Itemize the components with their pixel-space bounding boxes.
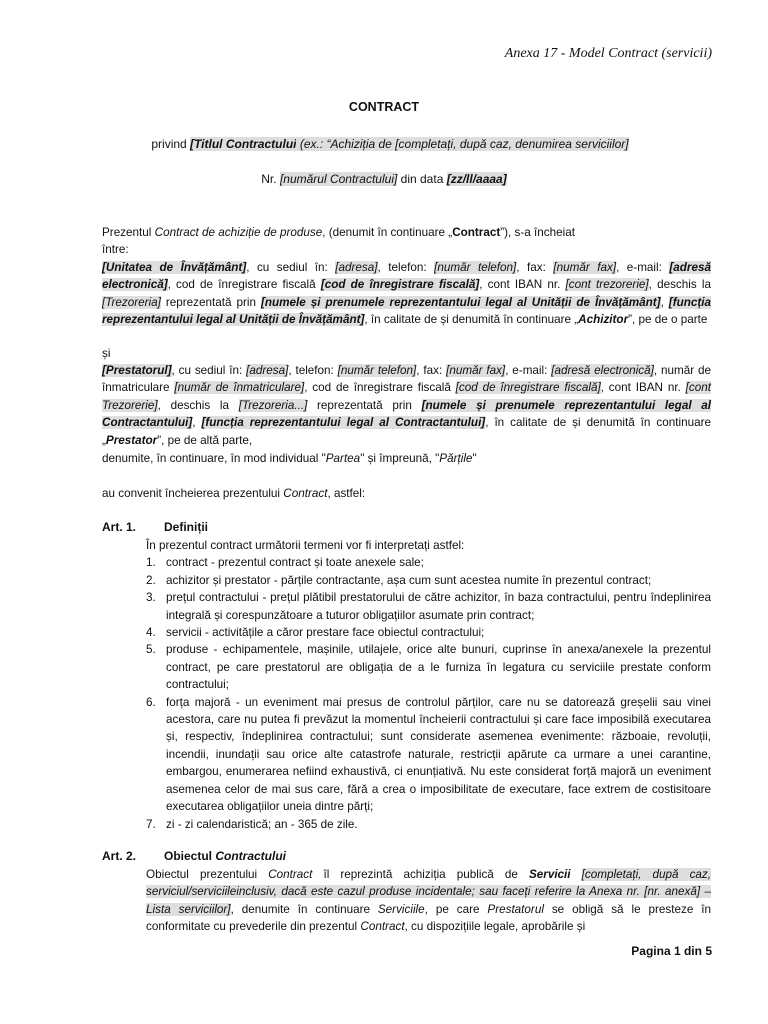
definition-item bbox=[146, 624, 711, 641]
definition-number: 1. bbox=[146, 556, 156, 570]
article-1-heading: Art. 1. Definiții bbox=[102, 520, 208, 534]
definition-number: 5. bbox=[146, 643, 156, 657]
page-footer: Pagina 1 din 5 bbox=[631, 944, 712, 958]
placeholder: [cod de înregistrare fiscală] bbox=[455, 381, 601, 395]
definition-item bbox=[146, 554, 711, 571]
party-achizitor: [Unitatea de Învățământ], cu sediul în: [adresa], telefon: [număr telefon], fax: [număr fax], e-mail: [adresă electronică], cod de înregistrare fiscală [cod de înregistrare fiscală], cont IBAN nr. [cont trezorerie], deschis la [Trezoreria] reprezentată prin [numele și prenumele reprezentantului legal al Unității de Învățământ], [funcția reprezentantului legal al Unității de Învățământ], în calitate de și denumită în continuare „Achizitor”, pe de o parte bbox=[102, 261, 711, 327]
placeholder: [Prestatorul] bbox=[102, 364, 172, 377]
contract-subject: privind [Titlul Contractului (ex.: “Achiziția de [completați, după caz, denumirea serviciilor] bbox=[151, 137, 629, 151]
definition-number: 6. bbox=[146, 695, 156, 709]
page-number: 1 bbox=[673, 944, 681, 958]
role-prestator: Prestator bbox=[105, 433, 158, 447]
placeholder: [Trezoreria...] bbox=[238, 398, 308, 412]
placeholder: [cod de înregistrare fiscală] bbox=[320, 278, 480, 292]
contract-number-placeholder: [numărul Contractului] bbox=[279, 172, 398, 186]
page-total: 5 bbox=[705, 944, 712, 958]
article-2-heading: Art. 2. Obiectul Contractului bbox=[102, 849, 287, 863]
placeholder: [cont trezorerie] bbox=[565, 278, 649, 292]
definition-text: produse - echipamentele, mașinile, utilajele, orice alte bunuri, cuprinse în anexa/anexele la prezentul contract, pe care prestatorul are obligația de a le furniza în legatura cu serviciile prestate conform contractului; bbox=[166, 643, 711, 692]
placeholder: [funcția reprezentantului legal al Contractantului] bbox=[201, 416, 486, 430]
document-title: CONTRACT bbox=[348, 100, 420, 114]
definition-text: forța majoră - un eveniment mai presus de controlul părților, care nu se datorează greșelii sau vinei acestora, care nu putea fi prevăzut la momentul încheierii contractului și care face imposibilă executarea și, respectiv, îndeplinirea contractului; sunt considerate asemenea evenimente: războaie, revoluții, incendii, inundații sau orice alte catastrofe naturale, restricții apărute ca urmare a unei carantine, embargou, enumerarea nefiind exhaustivă, ci enunțiativă. Nu este considerat forță majoră un eveniment asemenea celor de mai sus care, fără a crea o imposibilitate de executare, face extrem de costisitoare executarea obligațiilor uneia dintre părți; bbox=[166, 695, 711, 814]
definition-number: 3. bbox=[146, 591, 156, 605]
date-placeholder: [zz/ll/aaaa] bbox=[446, 172, 507, 186]
placeholder: [Trezoreria] bbox=[102, 295, 161, 309]
definition-item bbox=[146, 572, 711, 589]
placeholder: [adresă electronică] bbox=[551, 364, 654, 377]
definition-item bbox=[146, 694, 711, 816]
definition-text: servicii - activitățile a căror prestare face obiectul contractului; bbox=[166, 626, 485, 640]
article-1-body: În prezentul contract următorii termeni vor fi interpretați astfel: 1. contract - prezentul contract și toate anexele sale; 2. achizitor și prestator - părțile contractante, așa cum sunt acestea numite în prezentul contract; 3. prețul contractului - prețul plătibil prestatorului de către achizitor, în baza contractului, pentru îndeplinirea integrală și corespunzătoare a tuturor obligațiilor asumate prin contract; 4. servicii - activitățile a căror prestare face obiectul contractului; 5. produse - echipamentele, mașinile, utilajele, orice alte bunuri, cuprinse în anexa/anexele la prezentul contract, pe care prestatorul are obligația de a le furniza în legatura cu serviciile prestate conform contractului; 6. forța majoră - un eveniment mai presus de controlul părților, care nu se datorează greșelii sau vinei acestora, care nu putea fi prevăzut la momentul încheierii contractului și care face imposibilă executarea și, respectiv, îndeplinirea contractului; sunt considerate asemenea evenimente: războaie, revoluții, incendii, inundații sau orice alte catastrofe naturale, restricții apărute ca urmare a unei carantine, embargou, enumerarea nefiind exhaustivă, ci enunțiativă. Nu este considerat forță majoră un eveniment asemenea celor de mai sus care, fără a crea o imposibilitate de executare, face extrem de costisitoare executarea obligațiilor uneia dintre părți; 7. zi - zi calendaristică; an - 365 de zile. bbox=[146, 537, 711, 833]
placeholder: [număr telefon] bbox=[434, 261, 517, 274]
placeholder: [adresă electronică] bbox=[102, 261, 711, 292]
example-placeholder: (ex.: “Achiziția de [completați, după caz, denumirea serviciilor] bbox=[296, 137, 629, 151]
definition-text: achizitor și prestator - părțile contractante, așa cum sunt acestea numite în prezentul contract; bbox=[166, 573, 652, 587]
article-2-body: Obiectul prezentului Contract îl reprezintă achiziția publică de Servicii [completați, după caz, serviciul/serviciileinclusiv, dacă este cazul produse incidentale; sau faceți referire la Anexa nr. [nr. anexă] – Lista serviciilor], denumite în continuare Serviciile, pe care Prestatorul se obligă să le presteze în conformitate cu prevederile din prezentul Contract, cu dispozițiile legale, aprobările și bbox=[146, 868, 712, 934]
placeholder: [număr de înmatriculare] bbox=[174, 381, 305, 395]
definition-text: prețul contractului - prețul plătibil prestatorului de către achizitor, în baza contractului, pentru îndeplinirea integrală și corespunzătoare a tuturor obligațiilor asumate prin contract; bbox=[166, 591, 711, 622]
placeholder: [adresa] bbox=[246, 364, 289, 377]
intro-paragraph: Prezentul Contract de achiziție de produse, (denumit în continuare „Contract”), s-a încheiat între: bbox=[102, 226, 575, 257]
placeholder: [numele și prenumele reprezentantului legal al Unității de Învățământ] bbox=[260, 295, 661, 309]
title-placeholder: [Titlul Contractului bbox=[190, 137, 297, 151]
placeholder: [număr fax] bbox=[446, 364, 506, 377]
annex-label: Anexa 17 - Model Contract (servicii) bbox=[504, 46, 712, 61]
placeholder: [număr fax] bbox=[553, 261, 617, 274]
definitions-list bbox=[146, 554, 711, 833]
denumite-line: denumite, în continuare, în mod individual "Partea" și împreună, "Părțile" bbox=[102, 452, 477, 465]
placeholder: [funcția reprezentantului legal al Unității de Învățământ] bbox=[102, 295, 711, 327]
definition-item bbox=[146, 816, 711, 833]
definition-number: 7. bbox=[146, 817, 156, 831]
party-prestator: [Prestatorul], cu sediul în: [adresa], telefon: [număr telefon], fax: [număr fax], e-mail: [adresă electronică], număr de înmatriculare [număr de înmatriculare], cod de înregistrare fiscală [cod de înregistrare fiscală], cont IBAN nr. [cont Trezorerie], deschis la [Trezoreria...] reprezentată prin [numele și prenumele reprezentantului legal al Contractantului], [funcția reprezentantului legal al Contractantului], în calitate de și denumită în continuare „Prestator”, pe de altă parte, bbox=[102, 364, 712, 447]
definition-item bbox=[146, 641, 711, 693]
definition-text: zi - zi calendaristică; an - 365 de zile. bbox=[166, 817, 358, 831]
placeholder: [număr telefon] bbox=[337, 364, 417, 377]
definition-item bbox=[146, 589, 711, 624]
definition-number: 2. bbox=[146, 573, 156, 587]
role-achizitor: Achizitor bbox=[578, 313, 629, 327]
agreed-line: au convenit încheierea prezentului Contract, astfel: bbox=[102, 487, 366, 500]
and-word: și bbox=[102, 347, 111, 360]
placeholder: [cont Trezorerie] bbox=[102, 381, 711, 412]
definition-text: contract - prezentul contract și toate anexele sale; bbox=[166, 556, 424, 570]
contract-number-line: Nr. [numărul Contractului] din data [zz/ll/aaaa] bbox=[261, 172, 507, 186]
placeholder: [adresa] bbox=[335, 261, 378, 274]
placeholder: [completați, după caz, serviciul/serviciileinclusiv, dacă este cazul produse incidentale; sau faceți referire la Anexa nr. [nr. anexă] – Lista serviciilor] bbox=[146, 868, 712, 916]
definition-number: 4. bbox=[146, 626, 156, 640]
placeholder: [numele și prenumele reprezentantului legal al Contractantului] bbox=[102, 398, 712, 430]
placeholder: [Unitatea de Învățământ] bbox=[102, 261, 247, 274]
